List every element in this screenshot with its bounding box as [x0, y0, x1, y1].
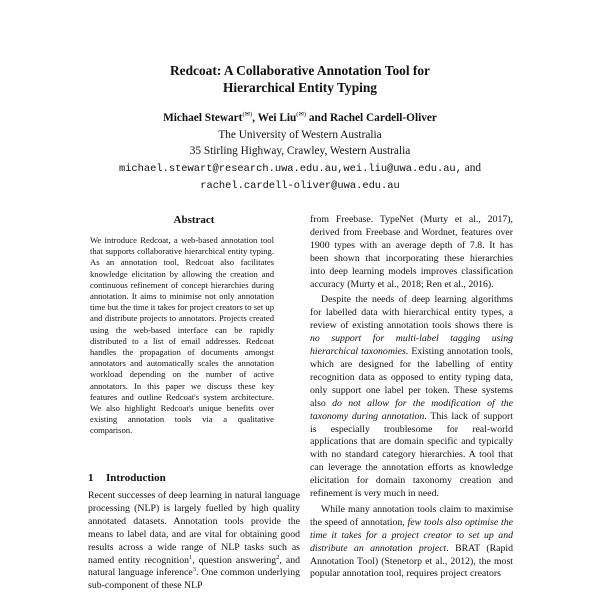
abstract-heading: Abstract [173, 214, 215, 226]
section-heading-introduction [88, 472, 166, 484]
right-paragraph-2: Despite the needs of deep learning algorithms for labelled data with hierarchical entity types, a review of existing annotation tools shows there is no support for multi-label tagging using hierarchical taxonomies. Existing annotation tools, which are designed for the labelling of entity recognition data as opposed to entity typing data, only support one label per token. These systems also do not allow for the modification of the taxonomy during annotation. This lack of support is especially troublesome for real-world applications that are domain specific and typically with no standard category hierarchies. A tool that can leverage the annotation efforts as knowledge elicitation for domain taxonomy creation and refinement is very much in need. [310, 294, 514, 500]
right-column [310, 214, 513, 584]
emphasis-no-support: no support for multi-label tagging using hierarchical taxonomies [310, 333, 513, 358]
author-2: Wei Liu [257, 112, 297, 124]
section-title: Introduction [106, 472, 166, 484]
footnote-marker-1[interactable]: 1 [189, 553, 193, 561]
email-line-1: michael.stewart@research.uwa.edu.au,wei.liu@uwa.edu.au, and [118, 161, 482, 175]
author-block [0, 110, 600, 195]
title-line-2: Hierarchical Entity Typing [223, 80, 377, 95]
affiliation: The University of Western Australia [218, 128, 382, 141]
abstract-text [90, 235, 274, 437]
title-line-1: Redcoat: A Collaborative Annotation Tool for [169, 63, 430, 78]
right-paragraph-3: While many annotation tools claim to maximise the speed of annotation, few tools also optimise the time it takes for a project creator to set up and distribute an annotation project. BRAT (Rapid Annotation Tool) (Stenetorp et al., 2012), the most popular annotation tool, requires project creators [310, 503, 513, 580]
emails-2[interactable]: rachel.cardell-oliver@uwa.edu.au [200, 180, 400, 192]
introduction-text [88, 490, 300, 593]
emphasis-no-modification: do not allow for the modification of the taxonomy during annotation [310, 397, 513, 422]
email-line-2 [0, 177, 600, 195]
author-3: Rachel Cardell-Oliver [329, 112, 437, 124]
footnote-marker-3[interactable]: 3 [192, 566, 196, 574]
author-2-mark: (✉) [296, 111, 307, 118]
emphasis-few-tools: few tools also optimise the time it takes for a project creator to set up and distribute an annotation project [310, 516, 513, 554]
address: 35 Stirling Highway, Crawley, Western Australia [189, 145, 411, 157]
intro-paragraph: Recent successes of deep learning in natural language processing (NLP) is largely fuelled by high quality annotated datasets. Annotation tools provide the means to label data, and are vital for obtaining good results across a wide range of NLP tasks such as named entity recognition$^1$, question answering$^2$, and natural language inference$^3$. One common underlying sub-component of these NLP [88, 490, 300, 592]
emails-1[interactable]: michael.stewart@research.uwa.edu.au,wei.liu@uwa.edu.au, [118, 162, 462, 175]
right-paragraph-1: from Freebase. TypeNet (Murty et al., 2017), derived from Freebase and Wordnet, features over 1900 types with an average depth of 7.8. It has been shown that incorporating these hierarchies into deep learning models improves classification accuracy (Murty et al., 2018; Ren et al., 2016). [310, 214, 513, 290]
abstract-paragraph: We introduce Redcoat, a web-based annotation tool that supports collaborative hierarchical entity typing. As an annotation tool, Redcoat also facilitates knowledge elicitation by allowing the creation and continuous refinement of concept hierarchies during annotation. It aims to minimise not only annotation time but the time it takes for project creators to set up and distribute projects to annotators. Projects created using the web-based interface can be rapidly distributed to a list of email addresses. Redcoat handles the propagation of documents amongst annotators and automatically scales the annotation workload depending on the number of active annotators. In this paper we discuss these key features and outline Redcoat's system architecture. We also highlight Redcoat's unique benefits over existing annotation tools via a qualitative comparison. [90, 235, 274, 436]
section-number: 1 [88, 472, 94, 484]
footnote-marker-2[interactable]: 2 [276, 553, 280, 561]
paper-title [0, 62, 600, 96]
author-1: Michael Stewart [163, 112, 243, 124]
author-1-mark: (✉) [242, 111, 253, 118]
author-names: Michael Stewart(✉), Wei Liu(✉) and Rachel Cardell-Oliver [163, 111, 437, 124]
